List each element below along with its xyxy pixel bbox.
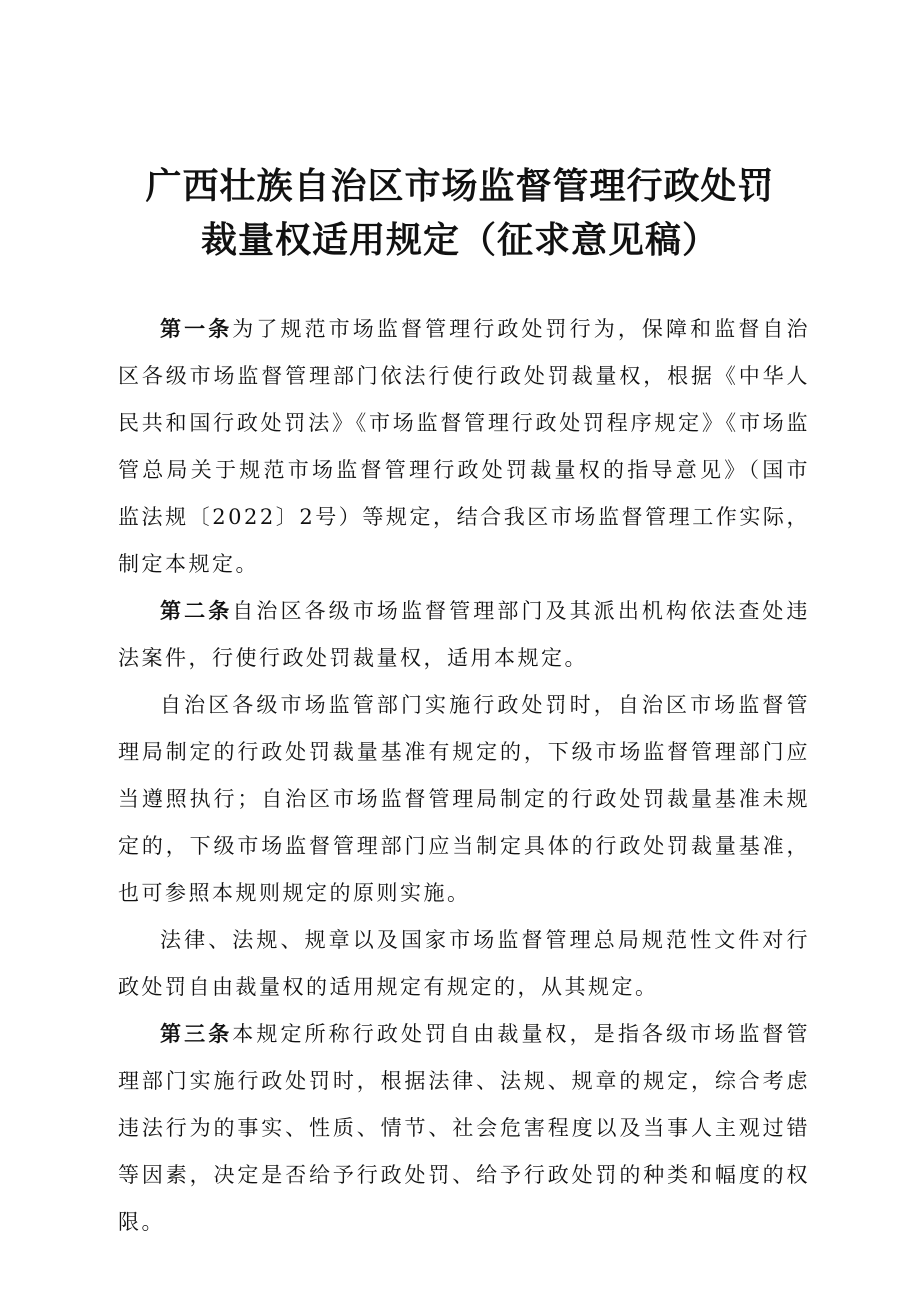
article-number: 第二条 <box>160 599 233 623</box>
paragraph-article-2-clause-3 <box>118 917 810 1011</box>
paragraph-article-2 <box>118 588 810 682</box>
article-number: 第三条 <box>160 1022 233 1046</box>
paragraph-article-2-clause-2 <box>118 682 810 917</box>
document-body <box>118 306 810 1246</box>
paragraph-article-3 <box>118 1011 810 1246</box>
paragraph-text: 为了规范市场监督管理行政处罚行为，保障和监督自治区各级市场监督管理部门依法行使行政处罚裁量权，根据《中华人民共和国行政处罚法》《市场监督管理行政处罚程序规定》《市场监管总局关于规范市场监督管理行政处罚裁量权的指导意见》（国市监法规〔2022〕2号）等规定，结合我区市场监督管理工作实际，制定本规定。 <box>118 317 811 576</box>
paragraph-text: 自治区各级市场监督管理部门及其派出机构依法查处违法案件，行使行政处罚裁量权，适用本规定。 <box>118 599 811 670</box>
paragraph-text: 法律、法规、规章以及国家市场监督管理总局规范性文件对行政处罚自由裁量权的适用规定有规定的，从其规定。 <box>118 928 810 999</box>
article-number: 第一条 <box>160 317 233 341</box>
paragraph-article-1 <box>118 306 810 588</box>
document-title-line-2: 裁量权适用规定（征求意见稿） <box>200 219 719 261</box>
paragraph-text: 自治区各级市场监管部门实施行政处罚时，自治区市场监督管理局制定的行政处罚裁量基准有规定的，下级市场监督管理部门应当遵照执行；自治区市场监督管理局制定的行政处罚裁量基准未规定的，下级市场监督管理部门应当制定具体的行政处罚裁量基准，也可参照本规则规定的原则实施。 <box>118 693 810 905</box>
document-title-line-1: 广西壮族自治区市场监督管理行政处罚 <box>145 165 775 207</box>
paragraph-text: 本规定所称行政处罚自由裁量权，是指各级市场监督管理部门实施行政处罚时，根据法律、法规、规章的规定，综合考虑违法行为的事实、性质、情节、社会危害程度以及当事人主观过错等因素，决定是否给予行政处罚、给予行政处罚的种类和幅度的权限。 <box>118 1022 811 1234</box>
